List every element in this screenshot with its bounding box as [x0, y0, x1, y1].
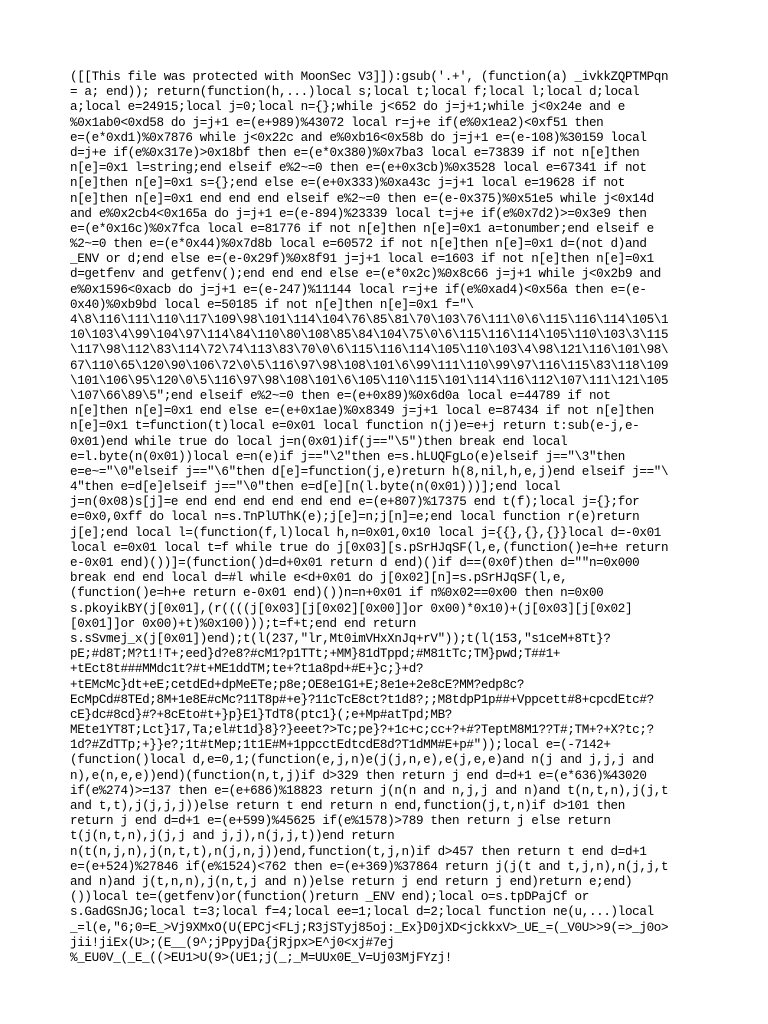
obfuscated-lua-source — [70, 70, 710, 966]
code-line: 1d?#ZdTTp;+}}e?;1t#tMep;1t1E#M+1ppcctEdtcdE8d?T1dMM#E+p#"));local e=(-7142+ — [70, 738, 611, 753]
code-line: s.sSvmej_x(j[0x01])end);t(l(237,"lr,Mt0imVHxXnJq+rV"));t(l(153,"s1ceM+8Tt}? — [70, 631, 611, 646]
code-line: 10\103\4\99\104\97\114\84\110\80\108\85\84\104\75\0\6\115\116\114\105\110\103\3\115 — [70, 328, 669, 343]
code-line: and t,t),j(j,j,j))else return t end return n end,function(j,t,n)if d>101 then — [70, 799, 625, 813]
code-line: t(j(n,t,n),j(j,j and j,j),n(j,j,t))end return — [70, 829, 395, 844]
code-line: = a; end)); return(function(h,...)local s;local t;local f;local l;local d;local — [70, 85, 640, 100]
code-line: EcMpCd#8TEd;8M+1e8E#cMc?11T8p#+e}?11cTcE8ct?t1d8?;;M8tdpP1p##+Vppcett#8+cpcdEtc#? — [70, 692, 654, 707]
code-line: (function()e=h+e return e-0x01 end)())n=n+0x01 if n%0x02==0x00 then n=0x00 — [70, 586, 604, 601]
code-line: j[e];end local l=(function(f,l)local h,n=0x01,0x10 local j={{},{},{}}local d=-0x01 — [70, 525, 662, 540]
code-line: _=l(e,"6;0=E_>Vj9XMxO(U(EPCj<FLj;R3jSTyj85oj:_Ex}D0jXD<jckkxV>_UE_=(_V0U>>9(=>_j0o> — [70, 920, 669, 935]
code-line: and e%0x2cb4<0x165a do j=j+1 e=(e-894)%23339 local t=j+e if(e%0x7d2)>=0x3e9 then — [70, 206, 647, 221]
code-line: local e=0x01 local t=f while true do j[0x03][s.pSrHJqSF(l,e,(function()e=h+e return — [70, 540, 669, 555]
code-line: ())local te=(getfenv)or(function()return _ENV end);local o=s.tpDPajCf or — [70, 890, 589, 905]
code-line: 4"then e=d[e]elseif j=="\0"then e=d[e][n(l.byte(n(0x01)))];end local — [70, 480, 561, 495]
code-line: (function()local d,e=0,1;(function(e,j,n)e(j(j,n,e),e(j,e,e)and n(j and j,j,j and — [70, 753, 654, 768]
code-line: \117\98\112\83\114\72\74\113\83\70\0\6\115\116\114\105\110\103\4\98\121\116\101\98\ — [70, 343, 669, 358]
code-line: s.pkoyikBY(j[0x01],(r((((j[0x03][j[0x02][0x00]]or 0x00)*0x10)+(j[0x03][j[0x02] — [70, 601, 633, 616]
code-line: s.GadGSnJG;local t=3;local f=4;local ee=1;local d=2;local function ne(u,...)local — [70, 905, 654, 920]
code-line: pE;#d8T;M?t1!T+;eed}d?e8?#cM1?p1TTt;+MM}81dTppd;#M81tTc;TM}pwd;T##1+ — [70, 647, 561, 662]
code-line: +tEct8t###MMdc1t?#t+ME1ddTM;te+?t1a8pd+#E+}c;}+d? — [70, 662, 424, 677]
code-line: n[e]=0x1 t=function(t)local e=0x01 local function n(j)e=e+j return t:sub(e-j,e- — [70, 419, 640, 434]
code-line: break end end local d=#l while e<d+0x01 do j[0x02][n]=s.pSrHJqSF(l,e, — [70, 571, 568, 586]
code-line: [0x01]]or 0x00)+t)%0x100)));t=f+t;end end return — [70, 616, 416, 631]
code-line: MEte1YT8T;Lct}17,Ta;el#t1d}8}?}eeet?>Tc;pe}?+1c+c;cc+?+#?TeptM8M1??T#;TM+?+X?tc;? — [70, 723, 654, 738]
code-line: ([[This file was protected with MoonSec V3]]):gsub('.+', (function(a) _ivkkZQPTMPqn — [70, 70, 669, 84]
code-line: 0x01)end while true do local j=n(0x01)if(j=="\5")then break end local — [70, 434, 568, 449]
code-line: n[e]=0x1 l=string;end elseif e%2~=0 then e=(e+0x3cb)%0x3528 local e=67341 if not — [70, 161, 647, 176]
code-line: %2~=0 then e=(e*0x44)%0x7d8b local e=60572 if not n[e]then n[e]=0x1 d=(not d)and — [70, 237, 647, 252]
code-line: e=(e*0x16c)%0x7fca local e=81776 if not n[e]then n[e]=0x1 a=tonumber;end elseif e — [70, 221, 654, 236]
code-line: if(e%274)>=137 then e=(e+686)%18823 return j(n(n and n,j,j and n)and t(n,t,n),j(j,t — [70, 783, 669, 798]
code-line: jii!jiEx(U>;(E__(9^;jPpyjDa{jRjpx>E^j0<xj#7ej — [70, 935, 395, 950]
document-page — [70, 70, 710, 966]
code-line: n[e]then n[e]=0x1 s={};end else e=(e+0x333)%0xa43c j=j+1 local e=19628 if not — [70, 176, 625, 191]
code-line: 0x40)%0xb9bd local e=50185 if not n[e]then n[e]=0x1 f="\ — [70, 297, 474, 312]
code-line: \101\106\95\120\0\5\116\97\98\108\101\6\105\110\115\101\114\116\112\107\111\121\105 — [70, 373, 669, 388]
code-line: and n)and j(t,n,n),j(n,t,j and n))else return j end return j end)return e;end) — [70, 874, 633, 889]
code-line: a;local e=24915;local j=0;local n={};while j<652 do j=j+1;while j<0x24e and e — [70, 100, 625, 115]
code-line: e=(e+524)%27846 if(e%1524)<762 then e=(e+369)%37864 return j(j(t and t,j,n),n(j,j,t — [70, 859, 669, 874]
code-line: cE}dc#8cd}#?+8cEto#t+}p}E1}TdT8(ptc1}(;e+Mp#atTpd;MB? — [70, 707, 452, 722]
code-line: e=(e*0xd1)%0x7876 while j<0x22c and e%0xb16<0x58b do j=j+1 e=(e-108)%30159 local — [70, 130, 647, 145]
code-line: e=0x0,0xff do local n=s.TnPlUThK(e);j[e]=n;j[n]=e;end local function r(e)return — [70, 510, 640, 525]
code-line: n(t(n,j,n),j(n,t,t),n(j,n,j))end,function(t,j,n)if d>457 then return t end d=d+1 — [70, 844, 647, 859]
code-line: 67\110\65\120\90\106\72\0\5\116\97\98\108\101\6\99\111\110\99\97\116\115\83\118\109 — [70, 358, 669, 373]
code-line: %_EU0V_(_E_((>EU1>U(9>(UE1;j(_;_M=UUx0E_V=Uj03MjFYzj! — [70, 950, 452, 965]
code-line: %0x1ab0<0xd58 do j=j+1 e=(e+989)%43072 local r=j+e if(e%0x1ea2)<0xf51 then — [70, 115, 604, 130]
code-line: j=n(0x08)s[j]=e end end end end end end e=(e+807)%17375 end t(f);local j={};for — [70, 495, 640, 510]
code-line: return j end d=d+1 e=(e+599)%45625 if(e%1578)>789 then return j else return — [70, 814, 611, 829]
code-line: e=l.byte(n(0x01))local e=n(e)if j=="\2"then e=s.hLUQFgLo(e)elseif j=="\3"then — [70, 449, 625, 464]
code-line: n[e]then n[e]=0x1 end else e=(e+0x1ae)%0x8349 j=j+1 local e=87434 if not n[e]then — [70, 404, 654, 419]
code-line: 4\8\116\111\110\117\109\98\101\114\104\76\85\81\70\103\76\111\0\6\115\116\114\105\1 — [70, 313, 669, 327]
code-line: e-0x01 end)())]=(function()d=d+0x01 return d end)()if d==(0x0f)then d=""n=0x000 — [70, 556, 640, 570]
code-line: d=j+e if(e%0x317e)>0x18bf then e=(e*0x380)%0x7ba3 local e=73839 if not n[e]then — [70, 145, 640, 160]
code-line: +tEMcMc}dt+eE;cetdEd+dpMeETe;p8e;OE8e1G1+E;8e1e+2e8cE?MM?edp8c? — [70, 677, 525, 692]
code-line: \107\66\89\5";end elseif e%2~=0 then e=(e+0x89)%0x6d0a local e=44789 if not — [70, 388, 611, 403]
code-line: n),e(n,e,e))end)(function(n,t,j)if d>329 then return j end d=d+1 e=(e*636)%43020 — [70, 768, 647, 783]
code-line: e%0x1596<0xacb do j=j+1 e=(e-247)%11144 local r=j+e if(e%0xad4)<0x56a then e=(e- — [70, 282, 647, 297]
code-line: _ENV or d;end else e=(e-0x29f)%0x8f91 j=j+1 local e=1603 if not n[e]then n[e]=0x1 — [70, 252, 654, 267]
code-line: n[e]then n[e]=0x1 end end end elseif e%2~=0 then e=(e-0x375)%0x51e5 while j<0x14d — [70, 191, 654, 206]
code-line: e=e~="\0"elseif j=="\6"then d[e]=function(j,e)return h(8,nil,h,e,j)end elseif j=="\ — [70, 464, 669, 479]
code-line: d=getfenv and getfenv();end end end else e=(e*0x2c)%0x8c66 j=j+1 while j<0x2b9 and — [70, 267, 662, 282]
